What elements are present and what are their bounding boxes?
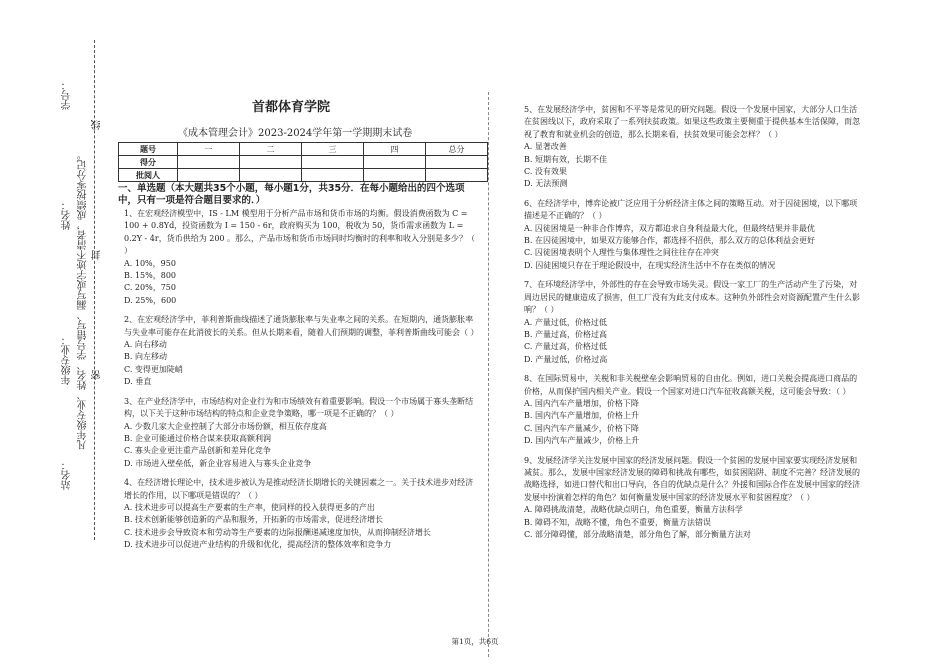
option: D. 垂直 xyxy=(124,377,152,387)
option: A. 障碍挑战清楚，战略优缺点明白，角色重要，衡量方法科学 xyxy=(524,505,743,515)
exam-subtitle: 《成本管理会计》2023-2024学年第一学期期末试卷 xyxy=(178,128,413,139)
option: C. 部分障碍懂，部分战略清楚，部分角色了解，部分衡量方法对 xyxy=(524,530,751,539)
question-stem: 1、在宏观经济模型中，IS - LM 模型用于分析产品市场和货币市场的均衡。假设消费函数为 C = 100 + 0.8Yd，投资函数为 I = 150 - 6r，政府购买为 100，税收为 50，货币需求函数为 L = 0.2Y - 4r，货币供给为 200 。那么，产品市场和货币市场同时均衡时的利率和收入分别是多少？（ ） xyxy=(124,209,476,256)
option: B. 企业可能通过价格合谋来获取高额利润 xyxy=(124,433,271,443)
question-stem: 3、在产业经济学中，市场结构对企业行为和市场绩效有着重要影响。假设一个市场属于寡头垄断结构，以下关于这种市场结构的特点和企业竞争策略，哪一项是不正确的？（ ） xyxy=(124,396,474,419)
option: A. 技术进步可以提高生产要素的生产率，使同样的投入获得更多的产出 xyxy=(124,502,375,512)
option: A. 产量过低，价格过低 xyxy=(524,317,607,327)
score-table xyxy=(118,142,488,182)
option: C. 产量过高，价格过低 xyxy=(524,342,607,352)
binding-margin xyxy=(0,0,115,672)
class-label: 年级专业： xyxy=(62,335,73,385)
question-2 xyxy=(124,314,479,388)
option: B. 15%，800 xyxy=(124,271,177,281)
option: A. 向右移动 xyxy=(124,340,167,350)
question-stem: 2、在宏观经济学中，菲利普斯曲线描述了通货膨胀率与失业率之间的关系。在短期内，通货膨胀率与失业率可能存在此消彼长的关系。但从长期来看，随着人们预期的调整，菲利普斯曲线可能会（ ） xyxy=(124,315,479,337)
option: D. 市场进入壁垒低，新企业容易进入与寡头企业竞争 xyxy=(124,458,312,468)
option: B. 技术创新能够创造新的产品和服务，开拓新的市场需求，促进经济增长 xyxy=(124,515,383,525)
score-col-1: 一 xyxy=(178,143,240,156)
name-label: 姓名： xyxy=(62,200,73,230)
question-6 xyxy=(524,198,864,272)
option: C. 囚徒困境表明个人理性与集体理性之间往往存在冲突 xyxy=(524,248,719,258)
question-stem: 6、在经济学中，博弈论被广泛应用于分析经济主体之间的策略互动。对于囚徒困境，以下哪项描述是不正确的？（ ） xyxy=(524,198,858,221)
center-label: 站名： xyxy=(62,460,73,490)
column-divider xyxy=(488,92,489,657)
option: D. 无法预测 xyxy=(524,179,568,189)
right-column xyxy=(524,104,864,548)
seal-dashed-line xyxy=(94,40,95,540)
question-1 xyxy=(124,208,476,307)
option: A. 少数几家大企业控制了大部分市场份额，相互依存度高 xyxy=(124,421,327,431)
seal-mark-line: 线 xyxy=(92,120,103,130)
option: C. 没有效果 xyxy=(524,167,567,177)
option: B. 产量过高，价格过高 xyxy=(524,329,607,339)
option: A. 国内汽车产量增加，价格下降 xyxy=(524,398,639,408)
section-heading: 一、单选题（本大题共35个小题，每小题1分，共35分．在每小题给出的四个选项中，只有一项是符合题目要求的．） xyxy=(118,183,465,206)
question-4 xyxy=(124,477,476,551)
option: B. 向左移动 xyxy=(124,352,167,362)
grader-row-label: 批阅人 xyxy=(119,169,178,182)
score-col-header: 题号 xyxy=(119,143,178,156)
option: A. 显著改善 xyxy=(524,142,567,152)
option: B. 国内汽车产量增加，价格上升 xyxy=(524,411,639,421)
option: C. 技术进步会导致资本和劳动等生产要素的边际报酬递减速度加快，从而抑制经济增长 xyxy=(124,527,431,537)
option: B. 短期有效，长期不佳 xyxy=(524,154,607,164)
left-column xyxy=(124,208,479,559)
option: D. 国内汽车产量减少，价格上升 xyxy=(524,436,640,446)
question-9 xyxy=(524,455,864,542)
option: C. 变得更加陡峭 xyxy=(124,364,183,374)
question-stem: 5、在发展经济学中，贫困和不平等是常见的研究问题。假设一个发展中国家，大部分人口生活在贫困线以下，政府采取了一系列扶贫政策。如果这些政策主要侧重于提供基本生活保障，而忽视了教育和就业机会的创造，那么长期来看，扶贫效果可能会怎样？（ ） xyxy=(524,105,860,139)
question-stem: 8、在国际贸易中，关税和非关税壁垒会影响贸易的自由化。例如，进口关税会提高进口商品的价格，从而保护国内相关产业。假设一个国家对进口汽车征收高额关税，这可能会导致：（ ） xyxy=(524,374,858,396)
score-col-4: 四 xyxy=(364,143,426,156)
question-3 xyxy=(124,396,476,470)
option: C. 20%，750 xyxy=(124,283,176,293)
question-stem: 7、在环境经济学中，外部性的存在会导致市场失灵。假设一家工厂的生产活动产生了污染，对周边居民的健康造成了损害，但工厂没有为此支付成本。这种负外部性会对资源配置产生什么影响？（ ） xyxy=(524,280,860,315)
instruction-text: 凡年级专业、姓名、学号错写、漏写或字迹不清者，成绩按零分记。 xyxy=(78,150,89,450)
score-col-2: 二 xyxy=(240,143,302,156)
option: C. 寡头企业更注重产品创新和差异化竞争 xyxy=(124,446,271,456)
seal-mark-seal: 封 xyxy=(92,250,103,260)
school-title: 首都体育学院 xyxy=(252,100,331,115)
score-col-3: 三 xyxy=(302,143,364,156)
seal-mark-secret: 密 xyxy=(92,370,103,380)
question-stem: 9、发展经济学关注发展中国家的经济发展问题。假设一个贫困的发展中国家要实现经济发展和减贫。那么，发展中国家经济发展的障碍和挑战有哪些，如贫困陷阱、制度不完善？经济发展的战略选择，如进口替代和出口导向，各自的优缺点是什么？外援和国际合作在发展中国家的经济发展中扮演着怎样的角色？如何衡量发展中国家的经济发展水平和贫困程度？（ ） xyxy=(524,455,860,502)
question-7 xyxy=(524,279,864,366)
option: D. 技术进步可以促进产业结构的升级和优化，提高经济的整体效率和竞争力 xyxy=(124,540,392,550)
option: B. 在囚徒困境中，如果双方能够合作，都选择不招供，那么双方的总体利益会更好 xyxy=(524,236,815,246)
student-id-label: 学号： xyxy=(62,80,73,110)
option: A. 10%，950 xyxy=(124,258,176,268)
question-stem: 4、在经济增长理论中，技术进步被认为是推动经济长期增长的关键因素之一。关于技术进步对经济增长的作用，以下哪项是错误的？（ ） xyxy=(124,478,474,500)
page-footer: 第1页，共6页 xyxy=(451,637,499,646)
score-row-label: 得分 xyxy=(119,156,178,169)
score-col-total: 总分 xyxy=(426,143,488,156)
question-8 xyxy=(524,373,864,447)
option: D. 囚徒困境只存在于理论假设中，在现实经济生活中不存在类似的情况 xyxy=(524,260,776,270)
question-5 xyxy=(524,104,864,191)
option: D. 产量过低，价格过高 xyxy=(524,354,608,364)
option: B. 障碍不知，战略不懂，角色不重要，衡量方法错误 xyxy=(524,517,711,527)
option: C. 国内汽车产量减少，价格下降 xyxy=(524,423,639,433)
option: D. 25%，600 xyxy=(124,295,177,305)
option: A. 囚徒困境是一种非合作博弈，双方都追求自身利益最大化，但最终结果并非最优 xyxy=(524,223,815,233)
